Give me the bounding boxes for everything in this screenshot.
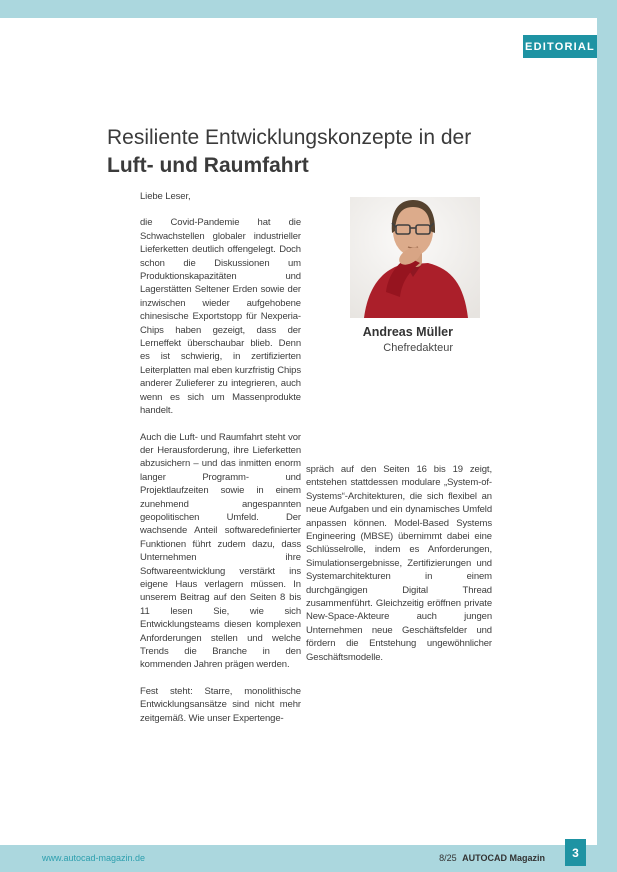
author-name: Andreas Müller (362, 325, 453, 339)
right-text-column (306, 463, 492, 677)
author-role: Chefredakteur (383, 342, 453, 354)
paragraph-2: Auch die Luft- und Raumfahrt steht vor der Herausforderung, ihre Lieferketten abzusichern – und das inmitten enorm langer Programm- und Projektlaufzeiten sowie in einem zunehmend angespannten geopolitischen Umfeld. Der wachsende Anteil softwaredefinierter Funktionen führt zudem dazu, dass Unternehmen ihre Softwareentwicklung verstärkt ins eigene Haus verlagern müssen. In unserem Beitrag auf den Seiten 8 bis 11 lesen Sie, wie sich Entwicklungsteams diesen komplexen Anforderungen stellen und welche Trends die Branche in den kommenden Jahren prägen werden. (140, 431, 301, 671)
page-title (107, 124, 567, 180)
paragraph-1: die Covid-Pandemie hat die Schwachstellen globaler industrieller Lieferketten deutlich offengelegt. Doch schon die Diskussionen um Produktionskapazitäten und Lagerstätten Seltener Erden sowie der inzwischen wieder aufgehobene chinesische Exportstopp für Nexperia-Chips haben gezeigt, dass der Lerneffekt überschaubar blieb. Denn es ist schwierig, in zertifizierten Leiterplatten mal eben kurzfristig Chips anderer Zulieferer zu integrieren, auch wenn es sich um Massenprodukte handelt. (140, 217, 301, 417)
paragraph-3: Fest steht: Starre, monolithische Entwicklungsansätze sind nicht mehr zeitgemäß. Wie unser Expertenge- (140, 685, 301, 724)
salutation: Liebe Leser, (140, 191, 191, 202)
author-caption (350, 324, 453, 356)
footer-magazine-name: AUTOCAD Magazin (462, 853, 545, 863)
author-figure (350, 197, 480, 356)
page-number: 3 (572, 845, 579, 860)
footer-website-link[interactable]: www.autocad-magazin.de (42, 853, 146, 863)
footer-issue-label: 8/25 (439, 853, 457, 863)
top-accent-band (0, 0, 617, 18)
paragraph-4: spräch auf den Seiten 16 bis 19 zeigt, entstehen stattdessen modulare „System-of-Systems“-Architekturen, die sich flexibel an neue Aufgaben und ein dynamisches Umfeld anpassen können. Model-Based Systems Engineering (MBSE) übernimmt dabei eine Schlüsselrolle, indem es Anforderungen, Simulationsergebnisse, Zertifizierungen und Systemarchitekturen in einem durchgängigen Digital Thread zusammenführt. Gleichzeitig eröffnen private New-Space-Akteure auch jungen Unternehmen neue Geschäftsfelder und fördern die Entstehung ungewöhnlicher Geschäftsmodelle. (306, 464, 492, 663)
editorial-badge-label: EDITORIAL (525, 40, 595, 53)
right-accent-band (597, 0, 617, 872)
footer-issue-info (439, 853, 545, 863)
title-line-1: Resiliente Entwicklungskonzepte in der (107, 126, 472, 150)
left-text-column (140, 190, 301, 738)
author-portrait-photo (350, 197, 480, 318)
title-line-2: Luft- und Raumfahrt (107, 154, 309, 178)
page-number-box (565, 839, 586, 866)
editorial-badge (523, 35, 597, 58)
